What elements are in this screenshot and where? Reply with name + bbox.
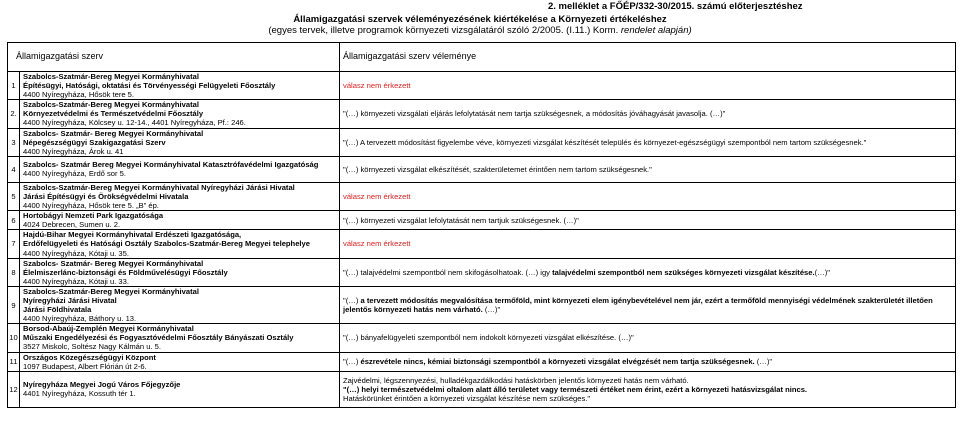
- org-cell: [20, 128, 340, 156]
- opinion-text: "(…): [343, 357, 361, 367]
- org-cell: [20, 211, 340, 230]
- org-line: Környezetvédelmi és Természetvédelmi Főosztály: [23, 109, 204, 119]
- org-line: 1097 Budapest, Albert Flórián út 2-6.: [23, 361, 147, 371]
- org-line: Szabolcs- Szatmár Bereg Megyei Kormányhivatal Katasztrófavédelmi Igazgatóság: [23, 160, 319, 170]
- opinion-text: (…)": [814, 267, 830, 277]
- org-line: Szabolcs- Szatmár- Bereg Megyei Kormányhivatal: [23, 128, 204, 138]
- table-row: [8, 128, 956, 156]
- opinion-emphasis: észrevétele nincs, kémiai biztonsági szempontból a környezeti vizsgálat elvégzését nem tartja szükségesnek.: [360, 357, 755, 367]
- opinion-cell: [340, 128, 956, 156]
- org-cell: [20, 156, 340, 182]
- opinion-cell: [340, 371, 956, 407]
- opinion-cell: [340, 230, 956, 258]
- evaluation-table: [7, 42, 956, 408]
- org-line: Erdőfelügyeleti és Hatósági Osztály Szabolcs-Szatmár-Bereg Megyei telephelye: [23, 239, 310, 249]
- table-row: [8, 324, 956, 352]
- row-number: 11: [8, 352, 20, 371]
- opinion-text: válasz nem érkezett: [343, 81, 411, 91]
- opinion-text: "(…) A tervezett módosítást figyelembe véve, környezeti vizsgálat készítését település és környezet-egészségügyi szempontból nem tartom szükségesnek.": [343, 137, 867, 147]
- opinion-cell: [340, 100, 956, 128]
- row-number: 4: [8, 156, 20, 182]
- table-row: [8, 230, 956, 258]
- opinion-cell: [340, 352, 956, 371]
- org-cell: [20, 100, 340, 128]
- opinion-text: "(…) környezeti vizsgálat lefolytatását nem tartjuk szükségesnek. (…)": [343, 215, 579, 225]
- org-line: Építésügyi, Hatósági, oktatási és Törvényességi Felügyeleti Főosztály: [23, 81, 276, 91]
- opinion-cell: [340, 286, 956, 323]
- org-line: Nyíregyházi Járási Hivatal: [23, 295, 117, 305]
- org-line: 4400 Nyíregyháza, Hősök tere 5.: [23, 90, 135, 100]
- org-line: 4400 Nyíregyháza, Báthory u. 13.: [23, 314, 137, 324]
- org-line: Borsod-Abaúj-Zemplén Megyei Kormányhivatal: [23, 324, 194, 334]
- row-number: 2.: [8, 100, 20, 128]
- opinion-text: "(…): [343, 295, 361, 305]
- org-line: 4401 Nyíregyháza, Kossuth tér 1.: [23, 389, 136, 399]
- org-line: Nyíregyháza Megyei Jogú Város Főjegyzője: [23, 380, 181, 390]
- row-number: 3: [8, 128, 20, 156]
- opinion-emphasis: talajvédelmi szempontból nem szükséges környezeti vizsgálat készítése.: [552, 267, 815, 277]
- document-subtitle: (egyes tervek, illetve programok környezeti vizsgálatáról szóló 2/2005. (I.11.) Korm. rendelet alapján): [268, 25, 692, 36]
- opinion-text: "(…) bányafelügyeleti szempontból nem indokolt környezeti vizsgálat elkészítése. (…)": [343, 333, 634, 343]
- org-line: 4400 Nyíregyháza, Kótaji u. 35.: [23, 248, 129, 258]
- org-line: 4400 Nyíregyháza, Árok u. 41: [23, 146, 124, 156]
- opinion-line: Zajvédelmi, légszennyezési, hulladékgazdálkodási hatáskörben jelentős környezeti hatás nem várható.: [343, 375, 689, 385]
- org-line: Szabolcs-Szatmár-Bereg Megyei Kormányhivatal: [23, 286, 199, 296]
- org-line: Hajdú-Bihar Megyei Kormányhivatal Erdészeti Igazgatósága,: [23, 230, 242, 240]
- table-row: [8, 352, 956, 371]
- opinion-cell: [340, 182, 956, 210]
- org-line: Járási Építésügyi és Örökségvédelmi Hivatala: [23, 191, 189, 201]
- col-header-opinion: Államigazgatási szerv véleménye: [340, 43, 956, 72]
- opinion-text: "(…) környezeti vizsgálat elkészítését, szakterületemet érintően nem tartom szükségesnek.": [343, 164, 652, 174]
- org-cell: [20, 230, 340, 258]
- org-line: Szabolcs- Szatmár- Bereg Megyei Kormányhivatal: [23, 258, 204, 268]
- org-line: 4400 Nyíregyháza, Kölcsey u. 12-14., 4401 Nyíregyháza, Pf.: 246.: [23, 118, 246, 128]
- org-cell: [20, 324, 340, 352]
- row-number: 8: [8, 258, 20, 286]
- col-header-org: Államigazgatási szerv: [8, 43, 340, 72]
- table-row: [8, 156, 956, 182]
- org-line: 3527 Miskolc, Soltész Nagy Kálmán u. 5.: [23, 342, 162, 352]
- opinion-line: Hatáskörünket érintően a környezeti vizsgálat készítése nem szükséges.": [343, 393, 591, 403]
- opinion-cell: [340, 156, 956, 182]
- row-number: 12: [8, 371, 20, 407]
- org-line: 4400 Nyíregyháza, Hősök tere 5. „B” ép.: [23, 201, 159, 211]
- org-cell: [20, 72, 340, 100]
- table-row: [8, 258, 956, 286]
- org-cell: [20, 371, 340, 407]
- opinion-text: válasz nem érkezett: [343, 239, 411, 249]
- opinion-cell: [340, 258, 956, 286]
- org-cell: [20, 258, 340, 286]
- table-row: [8, 72, 956, 100]
- org-line: Országos Közegészségügyi Központ: [23, 352, 156, 362]
- opinion-cell: [340, 324, 956, 352]
- opinion-text: (…)": [482, 305, 501, 315]
- document-title: Államigazgatási szervek véleményezésének kiértékelése a Környezeti értékeléshez: [293, 14, 667, 25]
- table-row: [8, 286, 956, 323]
- table-header-row: [8, 43, 956, 72]
- org-line: 4400 Nyíregyháza, Erdő sor 5.: [23, 169, 126, 179]
- org-line: 4024 Debrecen, Sumen u. 2.: [23, 220, 121, 230]
- opinion-text: (…)": [754, 357, 773, 367]
- table-row: [8, 211, 956, 230]
- row-number: 7: [8, 230, 20, 258]
- org-line: 4400 Nyíregyháza, Kótaji u. 33.: [23, 276, 129, 286]
- row-number: 5: [8, 182, 20, 210]
- opinion-cell: [340, 211, 956, 230]
- table-row: [8, 371, 956, 407]
- org-line: Népegészségügyi Szakigazgatási Szerv: [23, 137, 166, 147]
- row-number: 9: [8, 286, 20, 323]
- opinion-line: "(…) helyi természetvédelmi oltalom alatt álló területet vagy természeti értéket nem érint, ezért a környezeti hatásvizsgálat nincs.: [343, 384, 808, 394]
- opinion-cell: [340, 72, 956, 100]
- annex-reference: 2. melléklet a FŐÉP/332-30/2015. számú előterjesztéshez: [548, 1, 803, 12]
- row-number: 10: [8, 324, 20, 352]
- org-line: Élelmiszerlánc-biztonsági és Földművelésügyi Főosztály: [23, 267, 228, 277]
- org-cell: [20, 352, 340, 371]
- opinion-text: válasz nem érkezett: [343, 191, 411, 201]
- org-cell: [20, 182, 340, 210]
- row-number: 6: [8, 211, 20, 230]
- table-row: [8, 182, 956, 210]
- table-row: [8, 100, 956, 128]
- org-line: Műszaki Engedélyezési és Fogyasztóvédelmi Főosztály Bányászati Osztály: [23, 333, 294, 343]
- org-cell: [20, 286, 340, 323]
- opinion-text: "(…) környezeti vizsgálati eljárás lefolytatását nem tartja szükségesnek, a módosítás jóváhagyását javasolja. (…)": [343, 109, 726, 119]
- row-number: 1: [8, 72, 20, 100]
- org-line: Járási Földhivatala: [23, 305, 92, 315]
- opinion-emphasis: a tervezett módosítás megvalósítása termőföld, mint környezeti elem igénybevételével nem jár, ezért a termőföld mennyiségi védelmének szakterületét illetően jelentős környezeti hatás nem várható.: [343, 295, 933, 315]
- org-line: Szabolcs-Szatmár-Bereg Megyei Kormányhivatal: [23, 100, 199, 110]
- org-line: Szabolcs-Szatmár-Bereg Megyei Kormányhivatal: [23, 72, 199, 81]
- opinion-text: "(…) talajvédelmi szempontból nem skifogásolhatoak. (…) igy: [343, 267, 553, 277]
- org-line: Szabolcs-Szatmár-Bereg Megyei Kormányhivatal Nyíregyházi Járási Hivatal: [23, 182, 295, 192]
- org-line: Hortobágyi Nemzeti Park Igazgatósága: [23, 211, 164, 221]
